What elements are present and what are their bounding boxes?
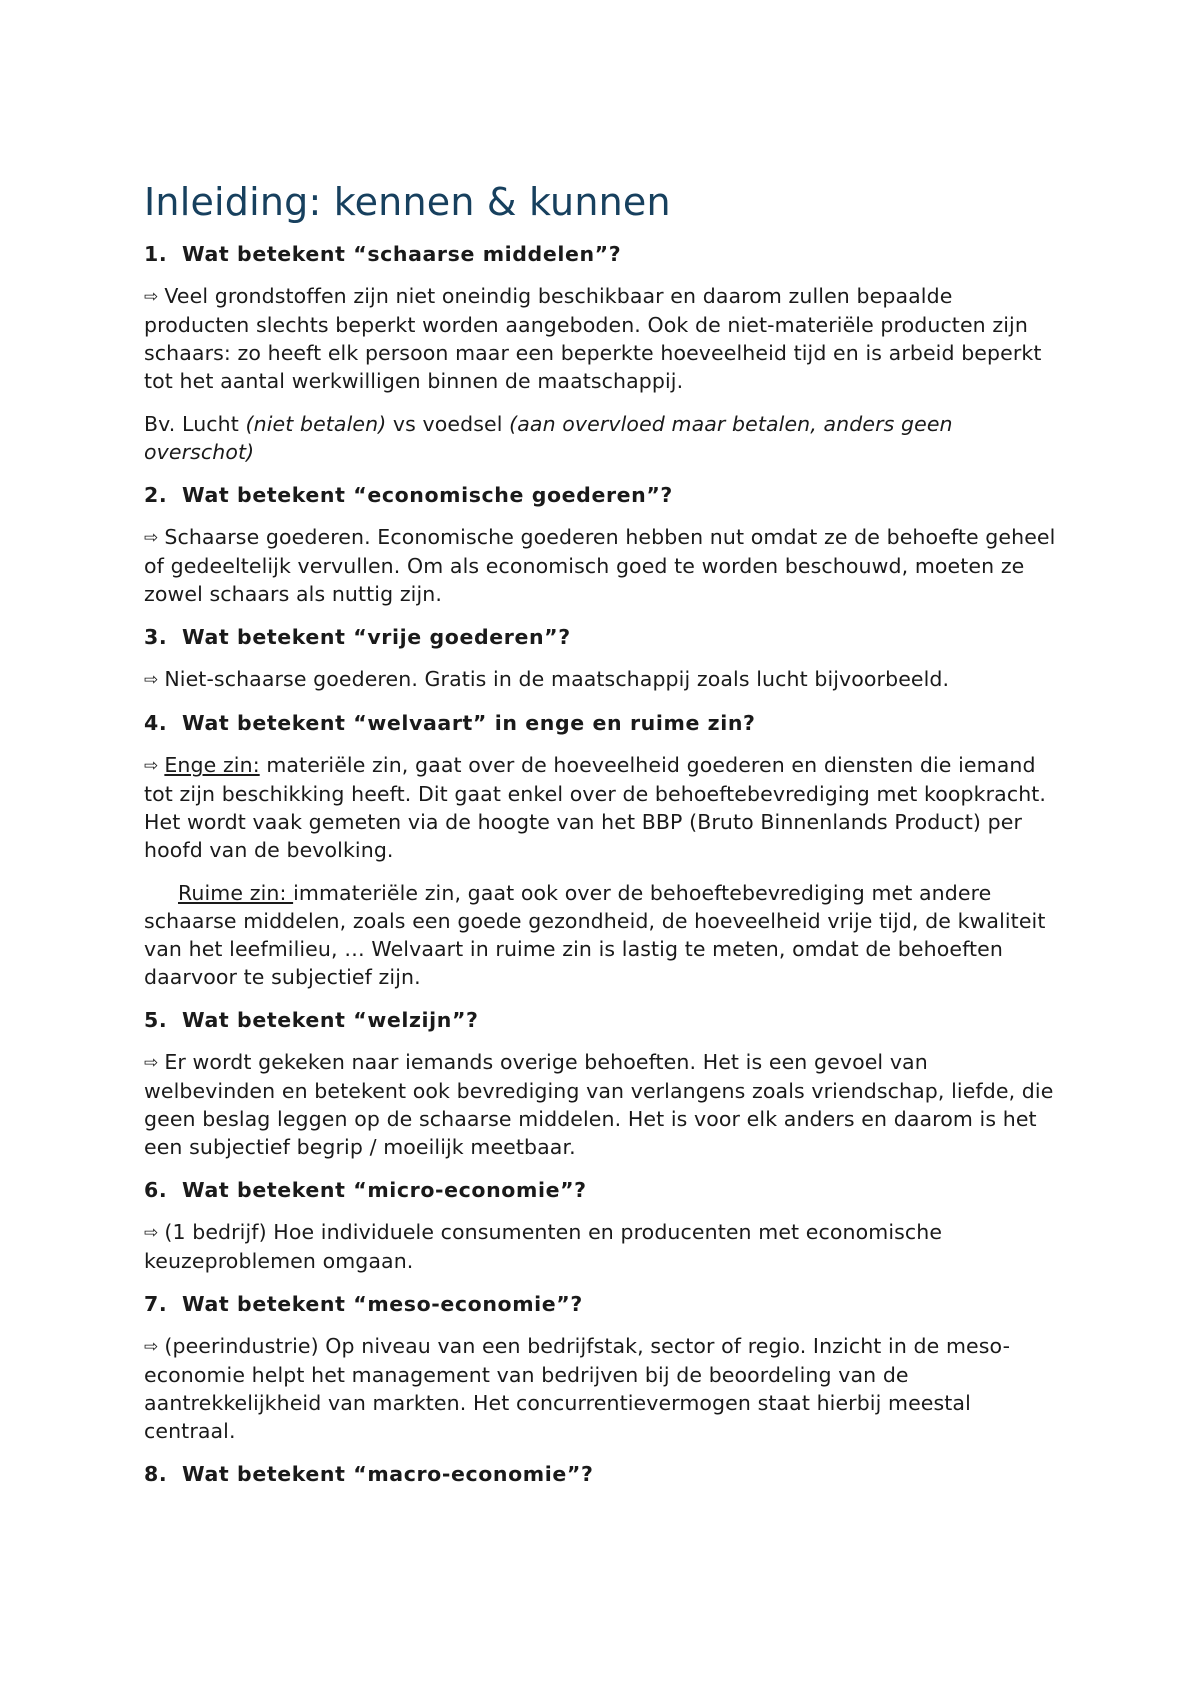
- example-text: Bv. Lucht: [144, 412, 246, 436]
- ruime-zin-label: Ruime zin:: [178, 881, 294, 905]
- answer-7: [144, 1332, 1064, 1445]
- answer-4-ruime: [144, 879, 1064, 991]
- question-number: 4.: [144, 711, 168, 735]
- document-page: [144, 178, 1064, 1502]
- answer-3: [144, 665, 1064, 694]
- answer-text: Veel grondstoffen zijn niet oneindig beschikbaar en daarom zullen bepaalde producten slechts beperkt worden aangeboden. Ook de niet-materiële producten zijn schaars: zo heeft elk persoon maar een beperkte hoeveelheid tijd en is arbeid beperkt tot het aantal werkwilligen binnen de maatschappij.: [144, 284, 1042, 393]
- answer-1: [144, 282, 1064, 395]
- example-note: (niet betalen): [245, 412, 387, 436]
- answer-text: Niet-schaarse goederen. Gratis in de maatschappij zoals lucht bijvoorbeeld.: [164, 667, 950, 691]
- page-title: Inleiding: kennen & kunnen: [144, 180, 671, 224]
- answer-text: (1 bedrijf) Hoe individuele consumenten en producenten met economische keuzeproblemen omgaan.: [144, 1220, 943, 1273]
- answer-text: Er wordt gekeken naar iemands overige behoeften. Het is een gevoel van welbevinden en betekent ook bevrediging van verlangens zoals vriendschap, liefde, die geen beslag leggen op de schaarse middelen. Het is voor elk anders en daarom is het een subjectief begrip / moeilijk meetbaar.: [144, 1050, 1054, 1159]
- example-1: [144, 410, 1064, 466]
- question-3: [144, 623, 1064, 651]
- question-8: [144, 1460, 1064, 1488]
- answer-text: (peerindustrie) Op niveau van een bedrijfstak, sector of regio. Inzicht in de meso-economie helpt het management van bedrijven bij de beoordeling van de aantrekkelijkheid van markten. Het concurrentievermogen staat hierbij meestal centraal.: [144, 1334, 1011, 1443]
- question-1: [144, 240, 1064, 268]
- arrow-icon: ⇨: [144, 1223, 159, 1243]
- question-7: [144, 1290, 1064, 1318]
- question-number: 1.: [144, 242, 168, 266]
- question-text: Wat betekent “welzijn”?: [182, 1008, 479, 1032]
- arrow-icon: ⇨: [144, 756, 159, 776]
- answer-5: [144, 1048, 1064, 1161]
- question-2: [144, 481, 1064, 509]
- question-number: 7.: [144, 1292, 168, 1316]
- question-text: Wat betekent “micro-economie”?: [182, 1178, 587, 1202]
- question-text: Wat betekent “macro-economie”?: [182, 1462, 594, 1486]
- example-text: vs voedsel: [386, 412, 510, 436]
- question-number: 6.: [144, 1178, 168, 1202]
- question-text: Wat betekent “schaarse middelen”?: [182, 242, 622, 266]
- question-number: 8.: [144, 1462, 168, 1486]
- arrow-icon: ⇨: [144, 1337, 159, 1357]
- question-4: [144, 709, 1064, 737]
- arrow-icon: ⇨: [144, 1053, 159, 1073]
- example-note: (aan overvloed maar betalen, anders geen overschot): [144, 412, 953, 464]
- question-number: 5.: [144, 1008, 168, 1032]
- question-5: [144, 1006, 1064, 1034]
- question-text: Wat betekent “welvaart” in enge en ruime zin?: [182, 711, 756, 735]
- answer-text: Schaarse goederen. Economische goederen hebben nut omdat ze de behoefte geheel of gedeeltelijk vervullen. Om als economisch goed te worden beschouwd, moeten ze zowel schaars als nuttig zijn.: [144, 525, 1056, 606]
- arrow-icon: ⇨: [144, 670, 159, 690]
- question-text: Wat betekent “economische goederen”?: [182, 483, 673, 507]
- question-6: [144, 1176, 1064, 1204]
- answer-6: [144, 1218, 1064, 1275]
- enge-zin-label: Enge zin:: [164, 753, 260, 777]
- arrow-icon: ⇨: [144, 287, 159, 307]
- answer-text: immateriële zin, gaat ook over de behoeftebevrediging met andere schaarse middelen, zoals een goede gezondheid, de hoeveelheid vrije tijd, de kwaliteit van het leefmilieu, … Welvaart in ruime zin is lastig te meten, omdat de behoeften daarvoor te subjectief zijn.: [144, 881, 1046, 989]
- question-number: 3.: [144, 625, 168, 649]
- question-number: 2.: [144, 483, 168, 507]
- answer-text: materiële zin, gaat over de hoeveelheid goederen en diensten die iemand tot zijn beschikking heeft. Dit gaat enkel over de behoeftebevrediging met koopkracht. Het wordt vaak gemeten via de hoogte van het BBP (Bruto Binnenlands Product) per hoofd van de bevolking.: [144, 753, 1047, 862]
- question-text: Wat betekent “vrije goederen”?: [182, 625, 571, 649]
- question-text: Wat betekent “meso-economie”?: [182, 1292, 583, 1316]
- arrow-icon: ⇨: [144, 528, 159, 548]
- answer-4-enge: [144, 751, 1064, 864]
- answer-2: [144, 523, 1064, 608]
